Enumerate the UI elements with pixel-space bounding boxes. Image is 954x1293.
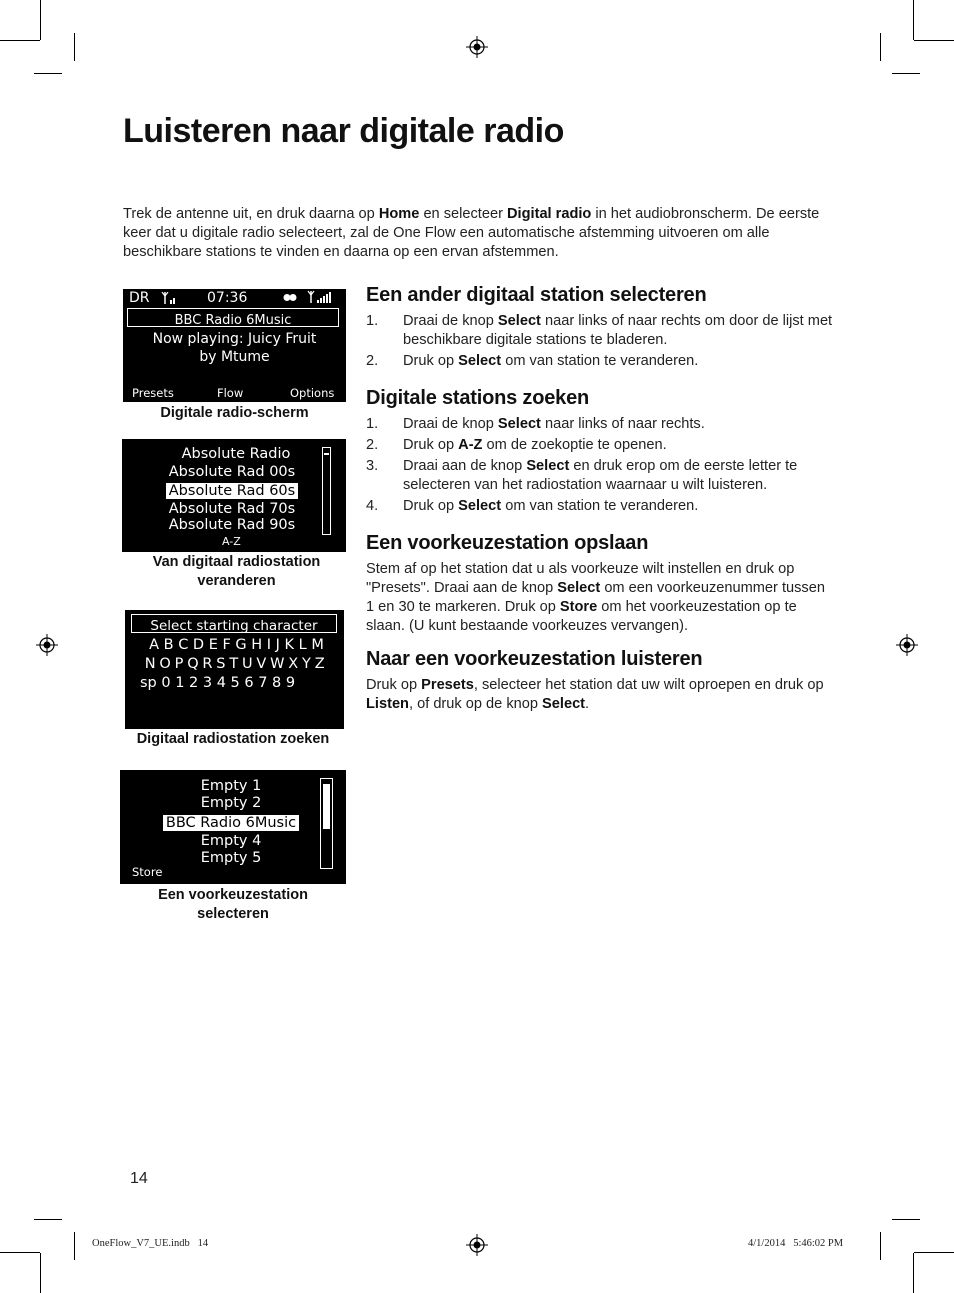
softkey-options: Options bbox=[290, 386, 335, 400]
crop-mark bbox=[34, 1219, 62, 1220]
char-row-3: sp 0 1 2 3 4 5 6 7 8 9 bbox=[140, 675, 296, 691]
softkey-presets: Presets bbox=[132, 386, 174, 400]
crop-mark bbox=[913, 1253, 914, 1293]
scrollbar-thumb bbox=[324, 453, 329, 455]
char-row-1: A B C D E F G H I J K L M bbox=[149, 637, 324, 653]
list-item-row bbox=[122, 482, 342, 500]
section-heading: Digitale stations zoeken bbox=[366, 387, 590, 409]
list-item: Absolute Radio bbox=[181, 446, 291, 462]
lcd-now-playing: Now playing: Juicy Fruit by Mtume bbox=[152, 331, 317, 365]
section-search-stations bbox=[366, 387, 836, 518]
section-body: Druk op Presets, selecteer het station dat uw wilt oproepen en druk op Listen, of druk op de knop Select. bbox=[366, 677, 824, 712]
list-item: 2. Druk op Select om van station te veranderen. bbox=[366, 353, 699, 369]
crop-mark bbox=[880, 1232, 881, 1260]
crop-mark bbox=[880, 33, 881, 61]
list-item: 1. Draai de knop Select naar links of naar rechts. bbox=[366, 416, 705, 432]
list-item: Empty 5 bbox=[200, 850, 262, 866]
scrollbar bbox=[322, 447, 331, 535]
list-item: Absolute Rad 00s bbox=[168, 464, 296, 480]
page-title: Luisteren naar digitale radio bbox=[123, 112, 564, 150]
signal-strength-icon bbox=[307, 290, 335, 304]
caption-presets-screen: Een voorkeuzestation selecteren bbox=[158, 887, 308, 922]
list-item: 4. Druk op Select om van station te veranderen. bbox=[366, 498, 699, 514]
stereo-icon bbox=[283, 293, 297, 302]
crop-mark bbox=[40, 0, 41, 40]
crop-mark bbox=[40, 1253, 41, 1293]
crop-mark bbox=[892, 73, 920, 74]
caption-search-screen: Digitaal radiostation zoeken bbox=[136, 731, 330, 747]
registration-mark-icon bbox=[896, 634, 918, 656]
list-item-selected: BBC Radio 6Music bbox=[163, 815, 299, 831]
caption-radio-screen: Digitale radio-scherm bbox=[160, 405, 309, 421]
list-item: Empty 4 bbox=[200, 833, 262, 849]
print-slug-file: OneFlow_V7_UE.indb 14 bbox=[92, 1238, 209, 1249]
list-item: Absolute Rad 90s bbox=[168, 517, 296, 533]
registration-mark-icon bbox=[466, 36, 488, 58]
section-listen-preset bbox=[366, 648, 832, 714]
list-item-selected: Absolute Rad 60s bbox=[166, 483, 298, 499]
section-store-preset bbox=[366, 532, 832, 636]
lcd-search-screen bbox=[125, 610, 344, 729]
section-heading: Een ander digitaal station selecteren bbox=[366, 284, 707, 306]
page-number: 14 bbox=[130, 1170, 148, 1187]
section-select-station bbox=[366, 284, 836, 373]
list-item: Empty 1 bbox=[200, 778, 262, 794]
intro-paragraph: Trek de antenne uit, en druk daarna op Home en selecteer Digital radio in het audiobronscherm. De eerste keer dat u digitale radio selecteert, zal de One Flow een automatische afstemming uitvoeren om alle beschikbare stations te vinden en daarna op een ervan afstemmen. bbox=[123, 206, 820, 260]
list-item: 2. Druk op A-Z om de zoekoptie te openen. bbox=[366, 437, 667, 453]
list-item: 3. Draai aan de knop Select en druk erop om de eerste letter te selecteren van het radiostation waarnaar u wilt luisteren. bbox=[366, 458, 798, 493]
crop-mark bbox=[34, 73, 62, 74]
step-list bbox=[366, 312, 836, 371]
crop-mark bbox=[913, 0, 914, 40]
crop-mark bbox=[74, 33, 75, 61]
step-list bbox=[366, 415, 836, 516]
lcd-station-name: BBC Radio 6Music bbox=[174, 313, 292, 328]
crop-mark bbox=[0, 1252, 40, 1253]
crop-mark bbox=[74, 1232, 75, 1260]
list-item-row bbox=[120, 814, 342, 832]
lcd-station-box bbox=[127, 308, 339, 327]
registration-mark-icon bbox=[36, 634, 58, 656]
scrollbar bbox=[320, 778, 333, 869]
softkey-az: A-Z bbox=[222, 535, 241, 548]
list-item: Empty 2 bbox=[200, 795, 262, 811]
crop-mark bbox=[892, 1219, 920, 1220]
lcd-time: 07:36 bbox=[207, 290, 248, 306]
station-list bbox=[122, 445, 342, 534]
scrollbar-thumb bbox=[323, 784, 330, 829]
caption-station-list: Van digitaal radiostation veranderen bbox=[152, 554, 321, 589]
crop-mark bbox=[914, 1252, 954, 1253]
section-heading: Naar een voorkeuzestation luisteren bbox=[366, 648, 703, 670]
softkey-flow: Flow bbox=[217, 386, 244, 400]
lcd-radio-screen bbox=[123, 289, 346, 402]
section-heading: Een voorkeuzestation opslaan bbox=[366, 532, 649, 554]
char-row-2: N O P Q R S T U V W X Y Z bbox=[144, 656, 325, 672]
list-item: 1. Draai de knop Select naar links of naar rechts om door de lijst met beschikbare digitale stations te bladeren. bbox=[366, 313, 833, 348]
crop-mark bbox=[0, 40, 40, 41]
search-header-box: Select starting character bbox=[131, 614, 337, 633]
list-item: Absolute Rad 70s bbox=[168, 501, 296, 517]
softkey-store: Store bbox=[132, 865, 163, 879]
registration-mark-icon bbox=[466, 1234, 488, 1256]
lcd-station-list bbox=[122, 439, 346, 552]
crop-mark bbox=[914, 40, 954, 41]
section-body: Stem af op het station dat u als voorkeuze wilt instellen en druk op "Presets". Draai aan de knop Select om een voorkeuzenummer tussen 1 en 30 te markeren. Druk op Store om het voorkeuzestation op te slaan. (U kunt bestaande voorkeuzes vervangen). bbox=[366, 561, 825, 634]
lcd-presets-screen bbox=[120, 770, 346, 884]
print-slug-date: 4/1/2014 5:46:02 PM bbox=[748, 1238, 844, 1249]
lcd-mode-label: DR bbox=[129, 290, 150, 306]
signal-antenna-icon bbox=[161, 292, 177, 304]
preset-list bbox=[120, 777, 342, 867]
